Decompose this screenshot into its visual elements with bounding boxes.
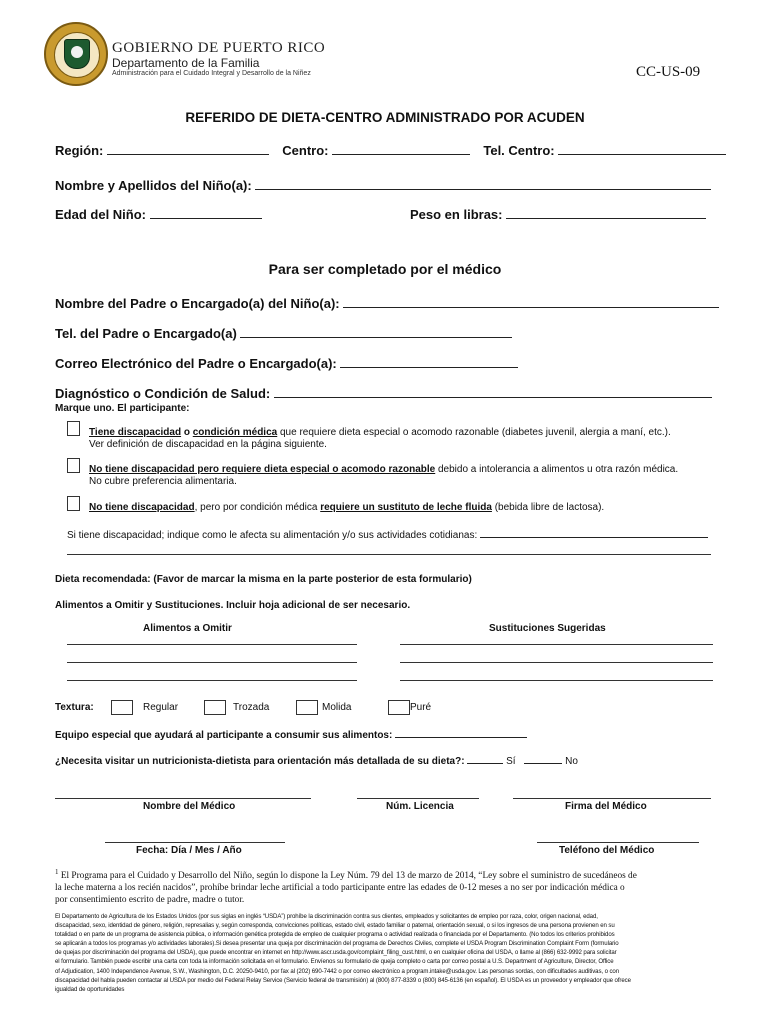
seal-shield-icon bbox=[64, 39, 90, 69]
usda-notice-line: el formulario. También puede escribir una carta con toda la información solicitada en el formulario. Envíenos su formulario de queja completo o carta por correo postal a U.S. Department of Agriculture, Director, Office bbox=[55, 958, 614, 966]
correo-label: Correo Electrónico del Padre o Encargado(a): bbox=[55, 356, 337, 371]
option-1-checkbox[interactable] bbox=[67, 421, 80, 436]
usda-notice-line: discapacidad del habla pueden contactar al USDA por medio del Federal Relay Service (Servicio federal de transmisión) al (800) 877-8339 o (800) 845-6136 (en español). El USDA es un proveedor y empleador que ofrece bbox=[55, 976, 631, 984]
textura-pure-label: Puré bbox=[410, 702, 432, 713]
usda-notice-line: se aplicarán a todos los programas y/o actividades laborales).Si desea presentar una queja por discriminación del programa de Derechos Civiles, complete el USDA Program Discrimination Complaint Form (formulario bbox=[55, 940, 619, 948]
nutricionista-si-label: Sí bbox=[506, 756, 516, 767]
textura-trozada-checkbox[interactable] bbox=[204, 700, 226, 715]
nombre-nino-label: Nombre y Apellidos del Niño(a): bbox=[55, 178, 252, 193]
sustitucion-line[interactable] bbox=[400, 662, 713, 663]
usda-notice-line: igualdad de oportunidades bbox=[55, 985, 125, 993]
medico-section-heading: Para ser completado por el médico bbox=[268, 261, 502, 277]
alimentos-omitir-heading: Alimentos a Omitir y Sustituciones. Incluir hoja adicional de ser necesario. bbox=[55, 600, 411, 611]
nutricionista-question: ¿Necesita visitar un nutricionista-dietista para orientación más detallada de su dieta?: bbox=[55, 756, 465, 767]
option-1-subtext: Ver definición de discapacidad en la página siguiente. bbox=[89, 439, 327, 450]
nombre-padre-field[interactable] bbox=[343, 296, 719, 308]
centro-field[interactable] bbox=[332, 143, 470, 155]
region-label: Región: bbox=[55, 143, 104, 158]
peso-field[interactable] bbox=[506, 207, 706, 219]
textura-molida-label: Molida bbox=[322, 702, 352, 713]
num-licencia-line[interactable] bbox=[357, 798, 479, 799]
discapacidad-field[interactable] bbox=[480, 528, 708, 538]
equipo-field[interactable] bbox=[395, 728, 527, 738]
nombre-medico-label: Nombre del Médico bbox=[143, 801, 236, 812]
form-code: CC-US-09 bbox=[636, 64, 701, 80]
nombre-padre-label: Nombre del Padre o Encargado(a) del Niño(a): bbox=[55, 296, 340, 311]
administration-name: Administración para el Cuidado Integral y Desarrollo de la Niñez bbox=[112, 70, 311, 77]
option-3-text: No tiene discapacidad, pero por condición médica requiere un sustituto de leche fluida (bebida libre de lactosa). bbox=[89, 502, 605, 513]
tel-centro-field[interactable] bbox=[558, 143, 726, 155]
centro-label: Centro: bbox=[282, 143, 329, 158]
marque-label: Marque uno. El participante: bbox=[55, 403, 190, 414]
option-3-checkbox[interactable] bbox=[67, 496, 80, 511]
nombre-medico-line[interactable] bbox=[55, 798, 311, 799]
option-1-text: Tiene discapacidad o condición médica que requiere dieta especial o acomodo razonable (diabetes juvenil, alergia a maní, etc.). bbox=[89, 427, 671, 438]
agency-name: GOBIERNO DE PUERTO RICO bbox=[112, 40, 326, 56]
footnote-line: El Programa para el Cuidado y Desarrollo del Niño, según lo dispone la Ley Núm. 79 del 13 de marzo de 2014, “Ley sobre el suministro de sucedáneos de bbox=[60, 871, 637, 882]
edad-field[interactable] bbox=[150, 207, 262, 219]
edad-label: Edad del Niño: bbox=[55, 207, 146, 222]
usda-notice bbox=[55, 912, 631, 994]
footnote bbox=[55, 866, 637, 906]
footnote-line: por consentimiento escrito de padre, madre o tutor. bbox=[55, 895, 245, 906]
region-field[interactable] bbox=[107, 143, 269, 155]
textura-regular-checkbox[interactable] bbox=[111, 700, 133, 715]
fecha-label: Fecha: Día / Mes / Año bbox=[136, 845, 242, 856]
department-name: Departamento de la Familia bbox=[112, 56, 260, 70]
num-licencia-label: Núm. Licencia bbox=[386, 801, 454, 812]
usda-notice-line: discapacidad, sexo, identidad de género, religión, represalias y, según corresponda, convicciones políticas, estado civil, estado familiar o paternal, orientación sexual, o si los ingresos de una persona provienen en su bbox=[55, 922, 615, 930]
alimento-omitir-line[interactable] bbox=[67, 680, 357, 681]
usda-notice-line: El Departamento de Agricultura de los Estados Unidos (por sus siglas en inglés “USDA”) prohíbe la discriminación contra sus clientes, empleados y solicitantes de empleo por raza, color, origen nacional, edad, bbox=[55, 913, 598, 920]
tel-centro-label: Tel. Centro: bbox=[483, 143, 555, 158]
option-2-checkbox[interactable] bbox=[67, 458, 80, 473]
textura-label: Textura: bbox=[55, 702, 94, 713]
diagnostico-label: Diagnóstico o Condición de Salud: bbox=[55, 386, 271, 401]
textura-pure-checkbox[interactable] bbox=[388, 700, 410, 715]
discapacidad-question: Si tiene discapacidad; indique como le afecta su alimentación y/o sus actividades cotidianas: bbox=[67, 530, 478, 541]
form-title: REFERIDO DE DIETA-CENTRO ADMINISTRADO POR ACUDEN bbox=[185, 110, 585, 125]
footnote-marker: 1 bbox=[55, 868, 59, 876]
alimento-omitir-line[interactable] bbox=[67, 662, 357, 663]
textura-regular-label: Regular bbox=[143, 702, 179, 713]
nombre-nino-field[interactable] bbox=[255, 178, 711, 190]
alimentos-omitir-column-header: Alimentos a Omitir bbox=[143, 623, 232, 634]
telefono-medico-label: Teléfono del Médico bbox=[559, 845, 655, 856]
sustitucion-line[interactable] bbox=[400, 644, 713, 645]
footnote-line: la leche materna a los recién nacidos”, prohíbe brindar leche artificial a todo participante entre las edades de 0-12 meses a no ser por indicación médica o bbox=[55, 883, 625, 894]
tel-padre-label: Tel. del Padre o Encargado(a) bbox=[55, 326, 237, 341]
dieta-recomendada-label: Dieta recomendada: (Favor de marcar la misma en la parte posterior de esta formulario) bbox=[55, 574, 472, 585]
tel-padre-field[interactable] bbox=[240, 326, 512, 338]
peso-label: Peso en libras: bbox=[410, 207, 503, 222]
usda-notice-line: totalidad o en parte de un programa de asistencia pública, o información genética protegida de empleo de cualquier programa o actividad realizada o financiada por el Departamento. (No todos los criterios prohibidos bbox=[55, 931, 615, 939]
textura-trozada-label: Trozada bbox=[233, 702, 270, 713]
diagnostico-field[interactable] bbox=[274, 386, 712, 398]
option-2-subtext: No cubre preferencia alimentaria. bbox=[89, 476, 237, 487]
official-seal bbox=[44, 22, 108, 86]
nutricionista-si-field[interactable] bbox=[467, 754, 503, 764]
usda-notice-line: de quejas por discriminación del programa del USDA), que puede encontrar en internet en http://www.ascr.usda.gov/complaint_filing_cust.html, o en cualquier oficina del USDA, o llame al (866) 632-9992 para solicitar bbox=[55, 949, 617, 957]
firma-medico-label: Firma del Médico bbox=[565, 801, 647, 812]
discapacidad-field-line-2[interactable] bbox=[67, 554, 711, 555]
correo-field[interactable] bbox=[340, 356, 518, 368]
nutricionista-no-field[interactable] bbox=[524, 754, 562, 764]
telefono-medico-line[interactable] bbox=[537, 842, 699, 843]
textura-molida-checkbox[interactable] bbox=[296, 700, 318, 715]
option-2-text: No tiene discapacidad pero requiere dieta especial o acomodo razonable debido a intolerancia a alimentos u otra razón médica. bbox=[89, 464, 679, 475]
fecha-line[interactable] bbox=[105, 842, 285, 843]
usda-notice-line: of Adjudication, 1400 Independence Avenue, S.W., Washington, D.C. 20250-9410, por fax al (202) 690-7442 o por correo electrónico a program.intake@usda.gov. Las personas sordas, con dificultades auditivas, o con bbox=[55, 967, 620, 975]
firma-medico-line[interactable] bbox=[513, 798, 711, 799]
alimento-omitir-line[interactable] bbox=[67, 644, 357, 645]
sustitucion-line[interactable] bbox=[400, 680, 713, 681]
equipo-label: Equipo especial que ayudará al participante a consumir sus alimentos: bbox=[55, 730, 393, 741]
sustituciones-column-header: Sustituciones Sugeridas bbox=[489, 623, 606, 634]
nutricionista-no-label: No bbox=[565, 756, 578, 767]
